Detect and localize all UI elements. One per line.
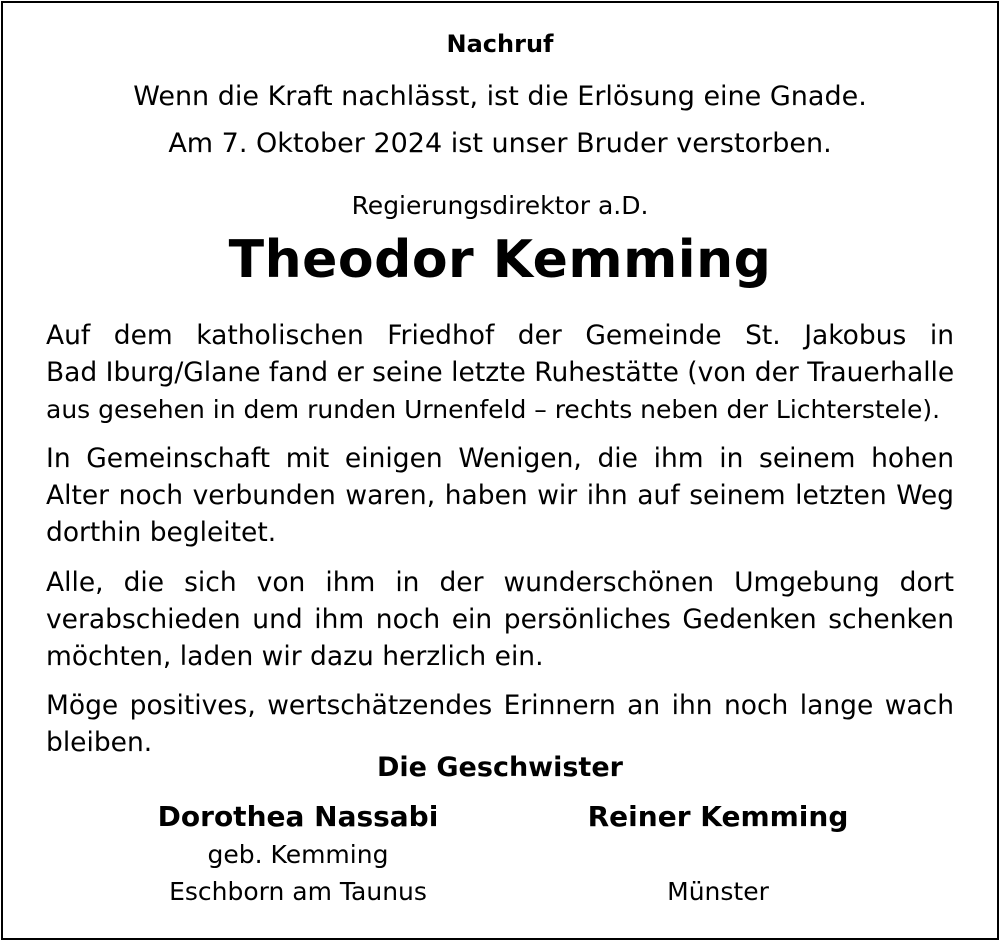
- paragraph-remembrance: [46, 687, 954, 761]
- paragraph-invitation: [46, 564, 954, 675]
- paragraph-line: bleiben.: [46, 727, 153, 758]
- deceased-title: Regierungsdirektor a.D.: [351, 191, 649, 220]
- deceased-name: Theodor Kemming: [228, 230, 772, 290]
- paragraph-line: möchten, laden wir dazu herzlich ein.: [46, 641, 544, 672]
- signer-right-city: Münster: [667, 877, 769, 906]
- paragraph-line: aus gesehen in dem runden Urnenfeld – rechts neben der Lichterstele).: [46, 395, 941, 424]
- signer-left-name: Dorothea Nassabi: [157, 800, 439, 833]
- signer-right-name: Reiner Kemming: [587, 800, 849, 833]
- signer-left-maiden-name: geb. Kemming: [207, 840, 389, 869]
- paragraph-line: verabschieden und ihm noch ein persönliches Gedenken schenken: [46, 604, 954, 635]
- paragraph-line: dorthin begleitet.: [46, 517, 277, 548]
- death-announcement: Am 7. Oktober 2024 ist unser Bruder verstorben.: [168, 128, 832, 159]
- paragraph-line: Möge positives, wertschätzendes Erinnern an ihn noch lange wach: [46, 690, 954, 721]
- signed-by: Die Geschwister: [377, 752, 623, 783]
- paragraph-line: Bad Iburg/Glane fand er seine letzte Ruhestätte (von der Trauerhalle: [46, 357, 955, 388]
- signer-left-city: Eschborn am Taunus: [169, 877, 427, 906]
- paragraph-burial-place: [46, 317, 954, 428]
- paragraph-accompaniment: [46, 440, 954, 551]
- paragraph-line: In Gemeinschaft mit einigen Wenigen, die ihm in seinem hohen: [46, 443, 954, 474]
- notice-quote: Wenn die Kraft nachlässt, ist die Erlösung eine Gnade.: [133, 81, 867, 112]
- notice-heading: Nachruf: [446, 30, 554, 58]
- paragraph-line: Alter noch verbunden waren, haben wir ihn auf seinem letzten Weg: [46, 480, 954, 511]
- paragraph-line: Auf dem katholischen Friedhof der Gemeinde St. Jakobus in: [46, 320, 954, 351]
- paragraph-line: Alle, die sich von ihm in der wunderschönen Umgebung dort: [46, 567, 954, 598]
